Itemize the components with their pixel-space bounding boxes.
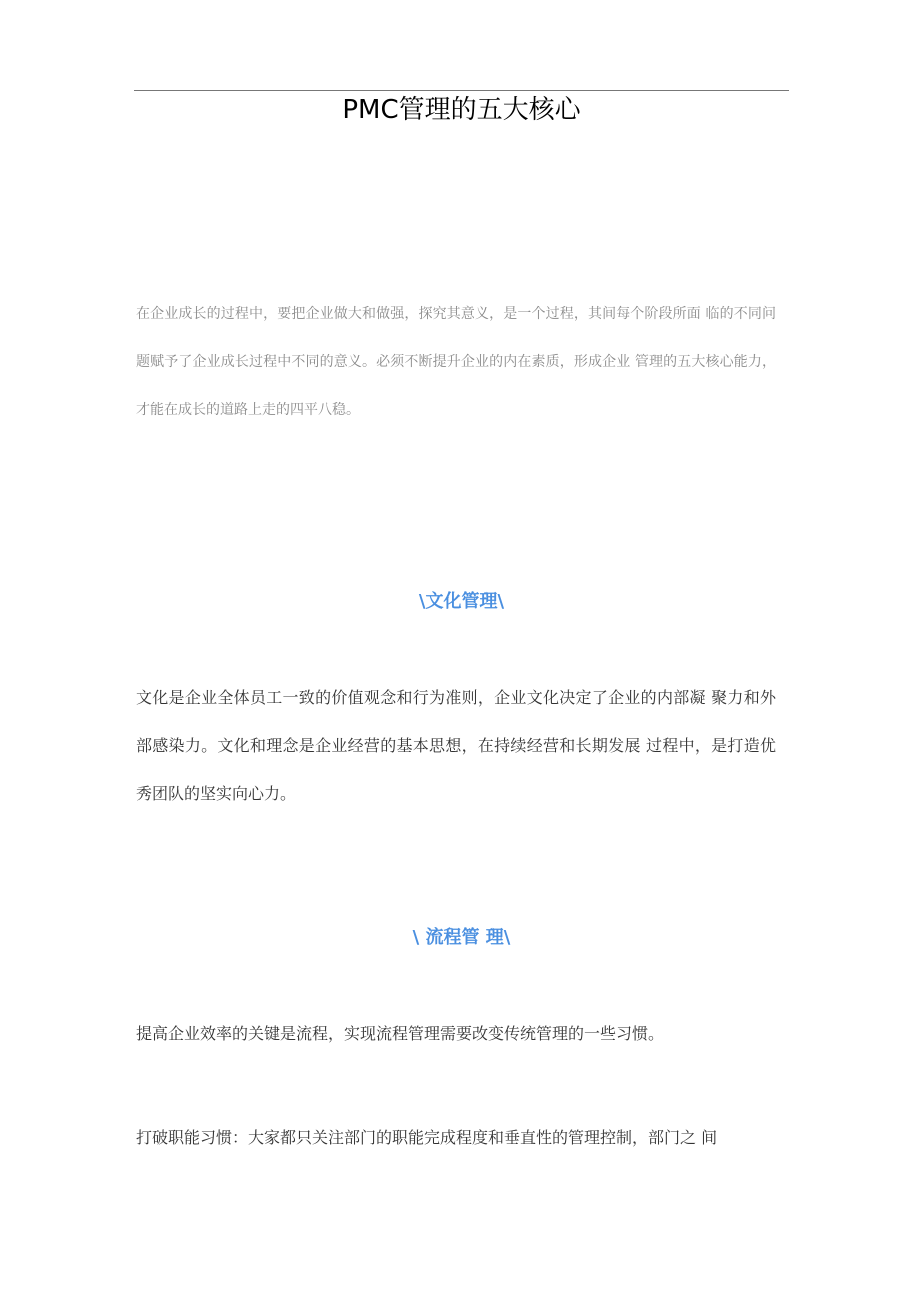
document-title: PMC管理的五大核心 [342,95,581,125]
section-heading-culture: \文化管理\ [418,591,505,612]
intro-paragraph: 在企业成长的过程中，要把企业做大和做强，探究其意义，是一个过程，其间每个阶段所面 临的不同问题赋予了企业成长过程中不同的意义。必须不断提升企业的内在素质，形成企业 管理的五大核心能力，才能在成长的道路上走的四平八稳。 [136,306,776,418]
header-divider [134,90,789,91]
culture-paragraph: 文化是企业全体员工一致的价值观念和行为准则，企业文化决定了企业的内部凝 聚力和外部感染力。文化和理念是企业经营的基本思想，在持续经营和长期发展 过程中，是打造优秀团队的坚实向心力。 [136,688,776,803]
process-paragraph-2: 打破职能习惯：大家都只关注部门的职能完成程度和垂直性的管理控制，部门之 间 [136,1128,718,1147]
section-heading-process: \ 流程管 理\ [412,927,511,948]
process-paragraph-1: 提高企业效率的关键是流程，实现流程管理需要改变传统管理的一些习惯。 [136,1024,665,1043]
